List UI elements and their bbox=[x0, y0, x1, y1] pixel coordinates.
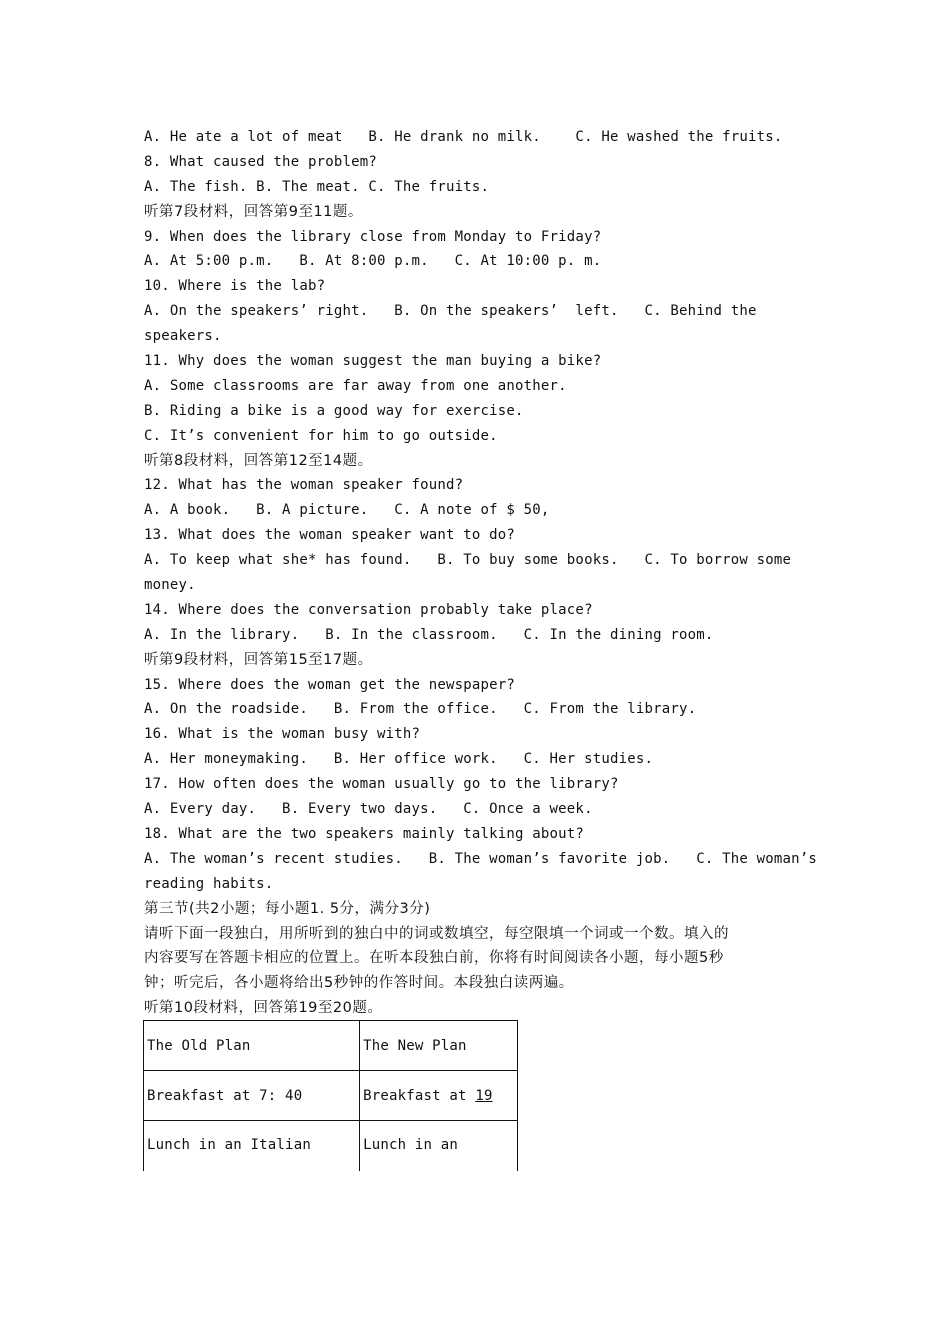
new-breakfast bbox=[360, 1071, 518, 1121]
part3-heading: 第三节(共2小题；每小题1. 5分，满分3分) bbox=[144, 900, 431, 917]
q8-options: A. The fish. B. The meat. C. The fruits. bbox=[144, 178, 490, 195]
q12-question: 12. What has the woman speaker found? bbox=[144, 477, 464, 494]
q11-question: 11. Why does the woman suggest the man buying a bike? bbox=[144, 353, 602, 370]
q17-options: A. Every day. B. Every two days. C. Once a week. bbox=[144, 801, 593, 818]
q11-option-a: A. Some classrooms are far away from one another. bbox=[144, 377, 567, 394]
table-row bbox=[144, 1021, 518, 1071]
header-new-plan: The New Plan bbox=[360, 1021, 518, 1071]
q12-options: A. A book. B. A picture. C. A note of $ 50, bbox=[144, 502, 550, 519]
q9-question: 9. When does the library close from Monday to Friday? bbox=[144, 228, 602, 245]
q11-option-c: C. It’s convenient for him to go outside. bbox=[144, 427, 498, 444]
new-lunch: Lunch in an bbox=[360, 1121, 518, 1172]
part3-directions-1: 请听下面一段独白，用所听到的独白中的词或数填空，每空限填一个词或一个数。填入的 bbox=[144, 925, 729, 942]
q18-question: 18. What are the two speakers mainly talking about? bbox=[144, 825, 585, 842]
q15-options: A. On the roadside. B. From the office. C. From the library. bbox=[144, 701, 697, 718]
q7-options: A. He ate a lot of meat B. He drank no milk. C. He washed the fruits. bbox=[144, 129, 783, 145]
q13-question: 13. What does the woman speaker want to do? bbox=[144, 527, 516, 544]
blank-19: 19 bbox=[475, 1087, 493, 1104]
q10-question: 10. Where is the lab? bbox=[144, 278, 326, 295]
q15-question: 15. Where does the woman get the newspaper? bbox=[144, 676, 516, 693]
q16-options: A. Her moneymaking. B. Her office work. C. Her studies. bbox=[144, 751, 654, 768]
header-old-plan: The Old Plan bbox=[144, 1021, 360, 1071]
table-row bbox=[144, 1121, 518, 1172]
q18-options: A. The woman’s recent studies. B. The woman’s favorite job. C. The woman’s bbox=[144, 850, 818, 867]
q17-question: 17. How often does the woman usually go to the library? bbox=[144, 776, 619, 793]
q10-options: A. On the speakers’ right. B. On the speakers’ left. C. Behind the bbox=[144, 303, 757, 320]
q16-question: 16. What is the woman busy with? bbox=[144, 726, 421, 743]
old-lunch: Lunch in an Italian bbox=[144, 1121, 360, 1172]
part3-directions-3: 钟；听完后，各小题将给出5秒钟的作答时间。本段独白读两遍。 bbox=[144, 975, 574, 992]
q9-options: A. At 5:00 p.m. B. At 8:00 p.m. C. At 10:00 p. m. bbox=[144, 253, 602, 270]
q14-question: 14. Where does the conversation probably take place? bbox=[144, 601, 593, 618]
q10-options-cont: speakers. bbox=[144, 328, 222, 345]
q18-options-cont: reading habits. bbox=[144, 875, 274, 892]
old-breakfast: Breakfast at 7: 40 bbox=[144, 1071, 360, 1121]
q11-option-b: B. Riding a bike is a good way for exercise. bbox=[144, 402, 524, 419]
section-8-instruction: 听第8段材料，回答第12至14题。 bbox=[144, 452, 373, 469]
part3-directions-2: 内容要写在答题卡相应的位置上。在听本段独白前，你将有时间阅读各小题，每小题5秒 bbox=[144, 950, 724, 967]
q8-question: 8. What caused the problem? bbox=[144, 153, 377, 170]
new-breakfast-label: Breakfast at bbox=[363, 1087, 476, 1104]
q14-options: A. In the library. B. In the classroom. C. In the dining room. bbox=[144, 626, 714, 643]
section-9-instruction: 听第9段材料，回答第15至17题。 bbox=[144, 651, 373, 668]
plan-table bbox=[143, 1020, 518, 1171]
section-10-instruction: 听第10段材料，回答第19至20题。 bbox=[144, 1000, 383, 1017]
q13-options: A. To keep what she* has found. B. To buy some books. C. To borrow some bbox=[144, 552, 792, 569]
question-text-block bbox=[144, 125, 818, 1021]
plan-table-container bbox=[143, 1020, 521, 1171]
q13-options-cont: money. bbox=[144, 577, 196, 594]
section-7-instruction: 听第7段材料，回答第9至11题。 bbox=[144, 203, 363, 220]
table-row bbox=[144, 1071, 518, 1121]
